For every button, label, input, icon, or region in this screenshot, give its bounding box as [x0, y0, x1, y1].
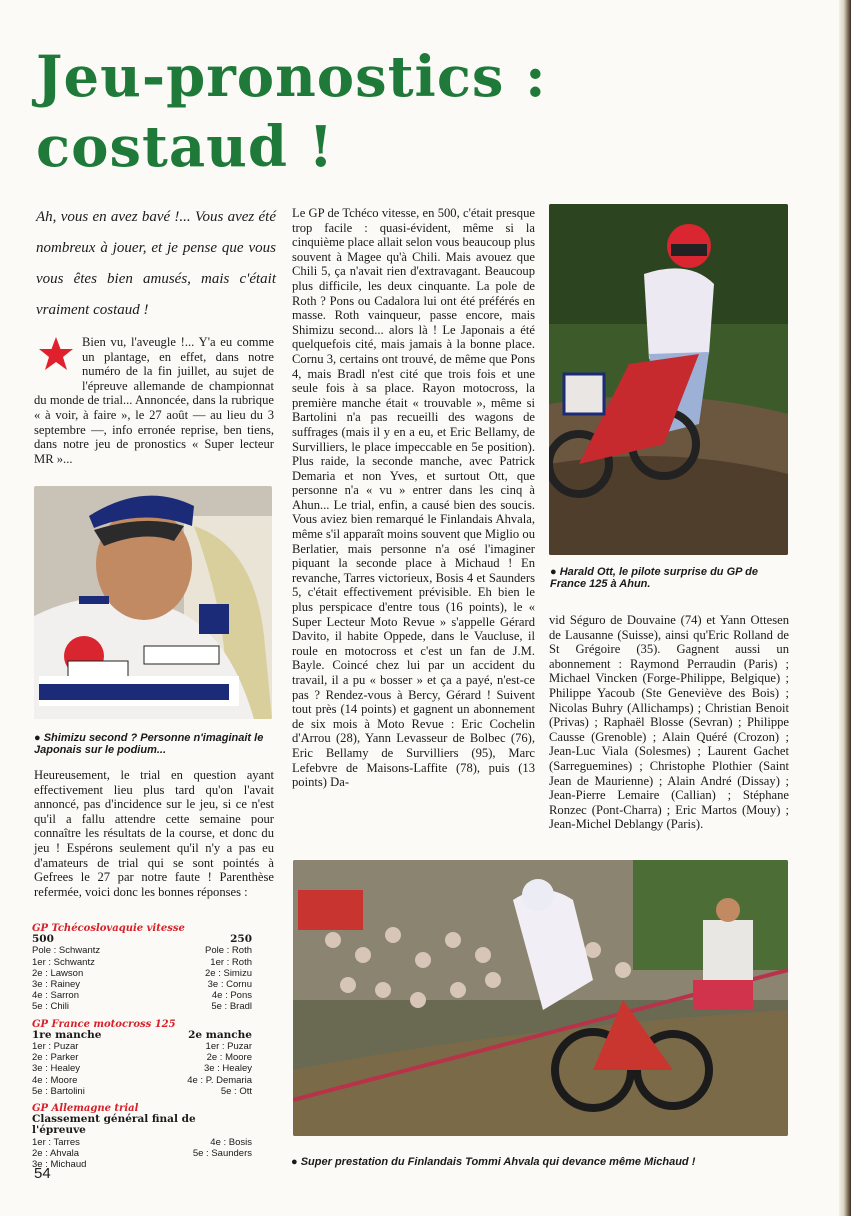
gp3-left-row: 2e : Ahvala: [32, 1147, 80, 1159]
page-number: 54: [34, 1165, 51, 1182]
gp1-left-row: 5e : Chili: [32, 1001, 69, 1013]
gp2-right-row: 2e : Moore: [206, 1052, 252, 1064]
gp1-right-row: 1er : Roth: [210, 956, 252, 968]
gp2-left-row: 4e : Moore: [32, 1074, 78, 1086]
gp1-heading: GP Tchécoslovaquie vitesse: [32, 923, 185, 934]
gp2-heading: GP France motocross 125: [32, 1018, 176, 1030]
gp2-left-row: 3e : Healey: [32, 1063, 81, 1075]
star-paragraph-wrap: [34, 335, 274, 466]
gp2-right-title: 2e manche: [188, 1028, 252, 1041]
gp2-left-row: 5e : Bartolini: [32, 1085, 85, 1097]
gp3-right: [193, 1137, 252, 1171]
caption-shimizu: Shimizu second ? Personne n'imaginait le Japonais sur le podium...: [34, 732, 264, 756]
bullet-icon: ●: [34, 732, 41, 744]
gp1-right-row: 2e : Simizu: [205, 967, 252, 979]
gp1-right-row: 3e : Cornu: [207, 979, 252, 991]
gp1-right-title: 250: [230, 933, 252, 946]
intro-paragraph: Ah, vous en avez bavé !... Vous avez été nombreux à jouer, et je pense que vous vous êtes bien amusés, mais c'était vraiment costaud !: [36, 209, 276, 318]
gp2-right-row: 1er : Puzar: [205, 1041, 252, 1053]
page-title: [36, 42, 676, 182]
gp1-right-row: 5e : Bradl: [211, 1001, 252, 1013]
bullet-icon: ●: [550, 566, 557, 578]
title-line-1: Jeu-pronostics :: [36, 44, 547, 110]
gp1-right: [205, 934, 252, 1012]
gp3-heading: GP Allemagne trial: [32, 1103, 139, 1115]
page-binding-edge: [839, 0, 851, 1216]
results-box: [32, 923, 252, 1170]
gp2-right-row: 5e : Ott: [220, 1085, 252, 1097]
gp2-right-row: 4e : P. Demaria: [187, 1074, 252, 1086]
caption-ahvala-wrap: [291, 1156, 791, 1168]
col3-body: vid Séguro de Douvaine (74) et Yann Ottesen de Lausanne (Suisse), ainsi qu'Eric Rolland de St Grégoire (35). Gagnent aussi un abonnement : Raymond Perraudin (Paris) ; Michael Vincken (Forge-Philippe, Belgique) ; Philippe Yacoub (Ste Geneviève des Bois) ; Nicolas Buhry (Allichamps) ; Christian Benoit (Privas) ; Raphaël Blosse (Sevran) ; Philippe Causse (Grenoble) ; Alain Quéré (Crozon) ; Jean-Luc Viala (Solesmes) ; Laurent Gachet (Sarreguemines) ; Christophe Plothier (Saint Jean de Maurienne) ; Alain André (Dissay) ; Jean-Pierre Lemaire (Callian) ; Stéphane Ronzec (Pont-Charra) ; Eric Martos (Mouy) ; Jean-Michel Deblangy (Paris).: [549, 613, 789, 832]
photo-ott: [549, 204, 788, 555]
caption-ott-wrap: [550, 566, 790, 590]
gp1-left-row: 2e : Lawson: [32, 967, 84, 979]
gp3-right-row: 4e : Bosis: [210, 1136, 252, 1148]
bullet-icon: ●: [291, 1156, 298, 1168]
gp3-left-row: 3e : Michaud: [32, 1159, 87, 1171]
gp1-left-title: 500: [32, 933, 54, 946]
gp2-right: [187, 1030, 252, 1097]
gp3-left-row: 1er : Tarres: [32, 1136, 80, 1148]
gp2-left: [32, 1030, 101, 1097]
title-line-2: costaud !: [36, 114, 335, 180]
photo-ahvala: [293, 860, 788, 1136]
col1-body: Heureusement, le trial en question ayant effectivement lieu plus tard qu'on l'avait annoncé, pas d'incidence sur le jeu, si ce n'est qu'il a fallu attendre cette semaine pour connaître les résultats de la course, et donc du jeu ! Espérons seulement qu'il n'y a pas eu d'amateurs de trial qui se sont pointés à Gefrees le 27 par notre faute ! Parenthèse refermée, voici donc les bonnes réponses :: [34, 768, 274, 899]
caption-shimizu-wrap: [34, 732, 274, 756]
photo-shimizu: [34, 486, 272, 719]
gp1-left-row: 4e : Sarron: [32, 990, 79, 1002]
gp1-left-row: Pole : Schwantz: [32, 945, 101, 957]
gp3-right-row: 5e : Saunders: [192, 1147, 252, 1159]
gp1-left-row: 1er : Schwantz: [32, 956, 95, 968]
gp1-right-row: 4e : Pons: [211, 990, 252, 1002]
gp3-subtitle: Classement général final de l'épreuve: [32, 1113, 196, 1137]
caption-ott: Harald Ott, le pilote surprise du GP de France 125 à Ahun.: [550, 566, 758, 590]
gp2-left-title: 1re manche: [32, 1028, 102, 1041]
col2-body: Le GP de Tchéco vitesse, en 500, c'était presque trop facile : quasi-évident, même si la cinquième place allait selon vous beaucoup plus souvent à Magee qu'à Chili. Mais avouez que Chili 5, ça n'avait rien d'extravagant. Beaucoup plus difficile, les deux cinquante. La pole de Roth ? Pons ou Cadalora lui ont été préférés en masse. Roth vainqueur, passe encore, mais Shimizu second... alors là ! Le Japonais a été quelquefois cité, mais jamais à la bonne place. Cornu 3, certains ont trouvé, de même que Pons 4, mais Bradl n'est cité que trois fois et une seule fois à sa place. Rayon motocross, la première manche était « trouvable », même si Bartolini n'a pas recueilli des wagons de suffrages (mais il y en a eu, et Eric Bellamy, de Survilliers, le place impeccable en 5e position). Plus raide, la seconde manche, avec Patrick Demaria et non Yves, et surtout Ott, que personne n'a « vu » entrer dans les cinq à Ahun... Le trial, enfin, a causé bien des soucis. Vous aviez bien remarqué le Finlandais Ahvala, même s'il apparaît moins souvent que Miglio ou Berlatier, mais personne n'a osé l'imaginer piquant la seconde place à Michaud ! En revanche, Tarres victorieux, Bosis 4 et Saunders 5, c'était effectivement prévisible. Eh bien le plus perspicace d'entre tous (16 points), le « Super Lecteur Moto Revue » s'appelle Gérard Davito, il habite Oppede, dans le Vaucluse, il roule en motocross et c'est un fan de J.M. Bayle. Coincé chez lui par un accident du travail, il a pu « bosser » et ça a payé, n'est-ce pas ? Rendez-vous à Bercy, Gérard ! Suivent tout près (14 points) et gagnent un abonnement de six mois à Moto Revue : Eric Cochelin d'Arrou (28), Yann Levasseur de Bolbec (76), Eric Bellamy de Survilliers (95), Marc Lefebvre de Maisons-Laffite (78), puis (13 points) Da-: [292, 206, 535, 790]
star-paragraph: Bien vu, l'aveugle !... Y'a eu comme un plantage, en effet, dans notre numéro de la fin juillet, au sujet de l'épreuve allemande de championnat du monde de trial... Annoncée, dans la rubrique « à voir, à faire », le 27 août — au lieu du 3 septembre —, info erronée reprise, ben tiens, dans notre jeu de pronostics « Super lecteur MR »...: [34, 335, 274, 466]
gp2-right-row: 3e : Healey: [203, 1063, 252, 1075]
gp1-left: [32, 934, 100, 1012]
gp2-left-row: 2e : Parker: [32, 1052, 79, 1064]
gp2-left-row: 1er : Puzar: [32, 1041, 79, 1053]
gp1-right-row: Pole : Roth: [205, 945, 252, 957]
gp1-left-row: 3e : Rainey: [32, 979, 81, 991]
caption-ahvala: Super prestation du Finlandais Tommi Ahvala qui devance même Michaud !: [300, 1156, 696, 1168]
